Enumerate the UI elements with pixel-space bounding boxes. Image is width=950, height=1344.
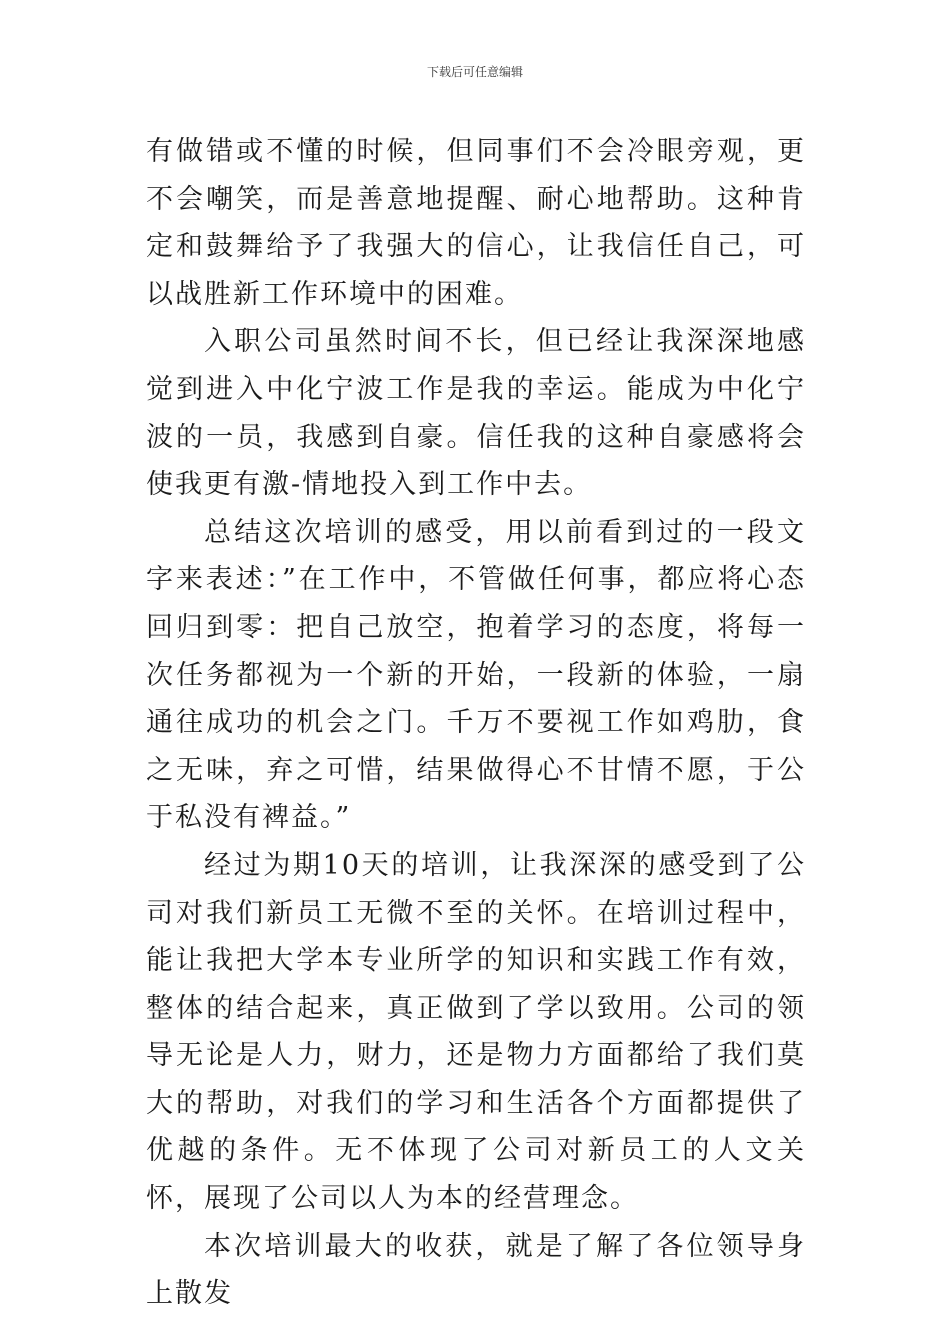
paragraph-1: 有做错或不懂的时候，但同事们不会冷眼旁观，更不会嘲笑，而是善意地提醒、耐心地帮助。这种肯定和鼓舞给予了我强大的信心，让我信任自己，可以战胜新工作环境中的困难。	[146, 136, 806, 310]
paragraph-2: 入职公司虽然时间不长，但已经让我深深地感觉到进入中化宁波工作是我的幸运。能成为中化宁波的一员，我感到自豪。信任我的这种自豪感将会使我更有激-情地投入到工作中去。	[146, 326, 806, 501]
paragraph-3: 总结这次培训的感受，用以前看到过的一段文字来表述：”在工作中，不管做任何事，都应将心态回归到零：把自己放空，抱着学习的态度，将每一次任务都视为一个新的开始，一段新的体验，一扇通往成功的机会之门。千万不要视工作如鸡肋，食之无味，弃之可惜，结果做得心不甘情不愿，于公于私没有裨益。”	[146, 516, 806, 834]
document-body	[146, 128, 806, 1318]
paragraph-4: 经过为期10天的培训，让我深深的感受到了公司对我们新员工无微不至的关怀。在培训过程中，能让我把大学本专业所学的知识和实践工作有效，整体的结合起来，真正做到了学以致用。公司的领导无论是人力，财力，还是物力方面都给了我们莫大的帮助，对我们的学习和生活各个方面都提供了优越的条件。无不体现了公司对新员工的人文关怀，展现了公司以人为本的经营理念。	[146, 849, 806, 1215]
page-header: 下载后可任意编辑	[426, 65, 523, 79]
paragraph-5: 本次培训最大的收获，就是了解了各位领导身上散发	[146, 1230, 806, 1310]
